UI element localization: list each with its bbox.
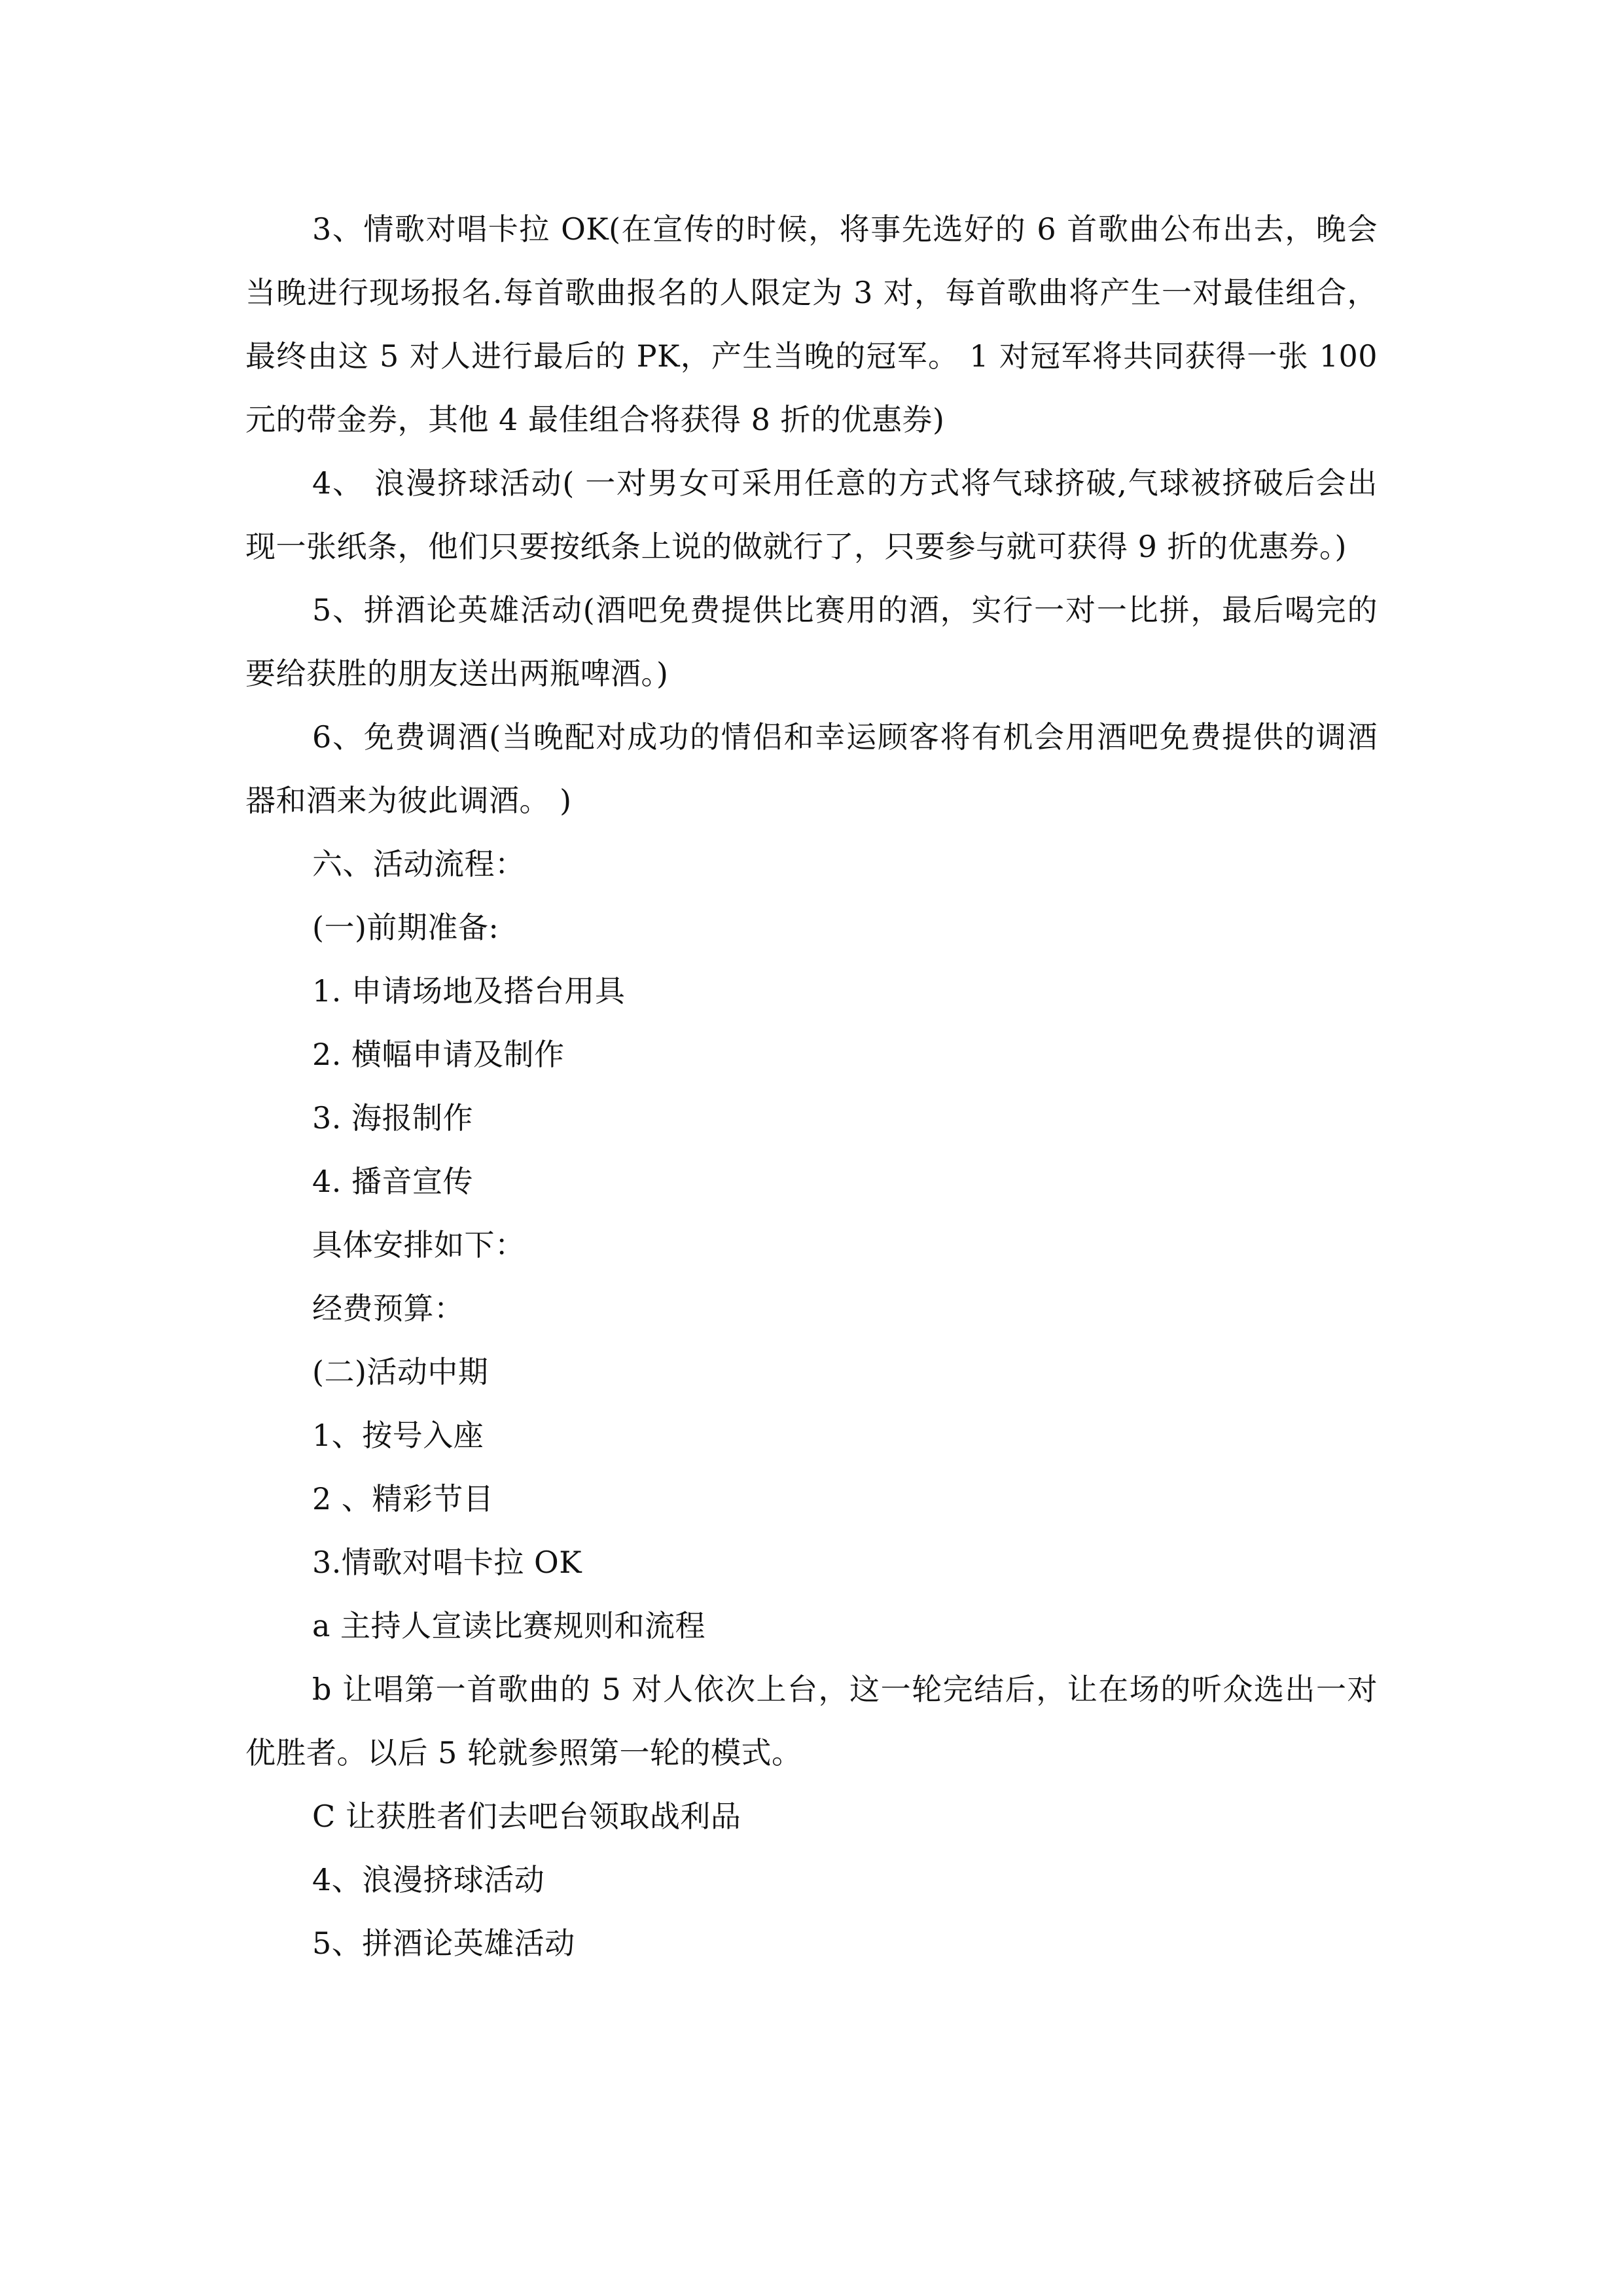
list-item: a 主持人宣读比赛规则和流程: [312, 1608, 706, 1643]
list-item: 2. 横幅申请及制作: [312, 1037, 565, 1072]
document-body: [245, 198, 1378, 1975]
list-item: 4. 播音宣传: [312, 1164, 474, 1199]
subheading-mid-event: (二)活动中期: [312, 1354, 489, 1390]
list-item: 4、浪漫挤球活动: [312, 1862, 545, 1897]
paragraph-free-cocktail: 6、免费调酒(当晚配对成功的情侣和幸运顾客将有机会用酒吧免费提供的调酒器和酒来为彼此调酒。 ): [245, 719, 1378, 818]
list-item: 2 、精彩节目: [312, 1481, 494, 1516]
list-item: C 让获胜者们去吧台领取战利品: [312, 1799, 741, 1834]
text-budget: 经费预算：: [312, 1291, 465, 1326]
paragraph-karaoke-duet: 3、情歌对唱卡拉 OK(在宣传的时候，将事先选好的 6 首歌曲公布出去，晚会当晚进行现场报名.每首歌曲报名的人限定为 3 对，每首歌曲将产生一对最佳组合，最终由这 5 对人进行最后的 PK，产生当晚的冠军。 1 对冠军将共同获得一张 100 元的带金券，其他 4 最佳组合将获得 8 折的优惠券): [245, 211, 1378, 437]
paragraph-balloon-game: 4、 浪漫挤球活动( 一对男女可采用任意的方式将气球挤破,气球被挤破后会出现一张纸条，他们只要按纸条上说的做就行了，只要参与就可获得 9 折的优惠券。): [245, 465, 1378, 564]
list-item: 1、按号入座: [312, 1418, 484, 1453]
list-item: 3.情歌对唱卡拉 OK: [312, 1545, 582, 1580]
subheading-preparation: (一)前期准备:: [312, 910, 499, 945]
paragraph-round-rules: b 让唱第一首歌曲的 5 对人依次上台，这一轮完结后，让在场的听众选出一对优胜者。以后 5 轮就参照第一轮的模式。: [245, 1672, 1378, 1770]
text-arrangement: 具体安排如下：: [312, 1227, 526, 1263]
list-item: 3. 海报制作: [312, 1100, 474, 1136]
list-item: 1. 申请场地及搭台用具: [312, 973, 626, 1009]
paragraph-drinking-contest: 5、拼酒论英雄活动(酒吧免费提供比赛用的酒，实行一对一比拼，最后喝完的要给获胜的朋友送出两瓶啤酒。): [245, 592, 1378, 691]
section-heading-process: 六、活动流程：: [312, 846, 526, 882]
list-item: 5、拼酒论英雄活动: [312, 1926, 575, 1961]
